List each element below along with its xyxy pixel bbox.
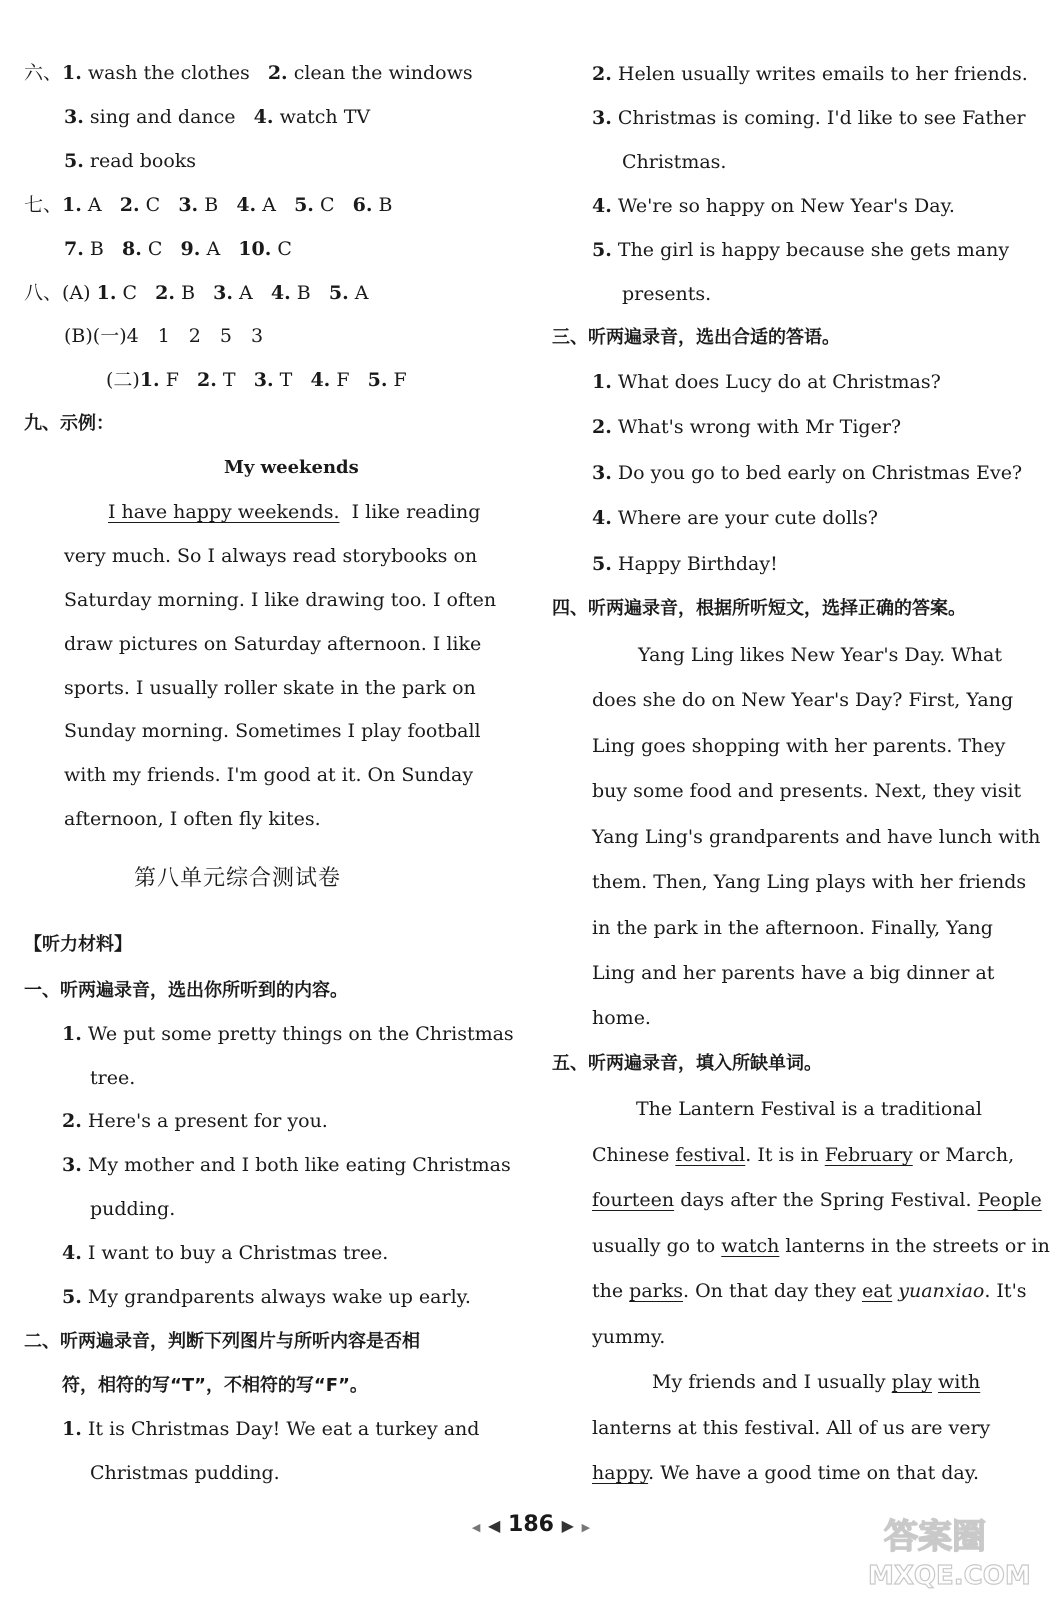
part-1-heading: 一、听两遍录音，选出你所听到的内容。: [24, 980, 348, 1001]
part-5-line-6: yummy.: [592, 1326, 666, 1348]
part-5-heading: 五、听两遍录音，填入所缺单词。: [552, 1053, 822, 1074]
part-3-heading: 三、听两遍录音，选出合适的答语。: [552, 327, 840, 348]
part-4-line-8: Ling and her parents have a big dinner at: [592, 962, 995, 984]
part-3-item-2: 2. What's wrong with Mr Tiger?: [592, 416, 902, 438]
fill-play: play: [891, 1371, 932, 1393]
part-5-line-3: fourteen days after the Spring Festival. People: [592, 1189, 1042, 1211]
part-3-item-3: 3. Do you go to bed early on Christmas Eve?: [592, 462, 1023, 484]
part-1-item-3-cont: pudding.: [90, 1198, 176, 1220]
essay-line-2: very much. So I always read storybooks on: [64, 545, 478, 567]
part-5-line-4: usually go to watch lanterns in the streets or in: [592, 1235, 1050, 1257]
part-4-line-6: them. Then, Yang Ling plays with her friends: [592, 871, 1027, 893]
section-8-part-b2: (二)1. F 2. T 3. T 4. F 5. F: [106, 369, 407, 391]
next-icon: ▶: [561, 1516, 574, 1535]
part-2-item-5-cont: presents.: [622, 283, 712, 305]
fill-festival: festival: [675, 1144, 746, 1166]
section-7-line-1: 七、1. A 2. C 3. B 4. A 5. C 6. B: [24, 194, 393, 216]
part-5-line-5: the parks. On that day they eat yuanxiao. It's: [592, 1280, 1027, 1302]
essay-line-8: afternoon, I often fly kites.: [64, 808, 321, 830]
fill-people: People: [977, 1189, 1042, 1211]
part-2-heading-2: 符，相符的写“T”，不相符的写“F”。: [62, 1375, 368, 1396]
part-4-line-2: does she do on New Year's Day? First, Yang: [592, 689, 1014, 711]
part-4-line-7: in the park in the afternoon. Finally, Yang: [592, 917, 993, 939]
part-5-line-1: The Lantern Festival is a traditional: [636, 1098, 982, 1120]
part-4-line-9: home.: [592, 1007, 651, 1029]
fill-eat: eat: [861, 1280, 893, 1302]
essay-line-3: Saturday morning. I like drawing too. I often: [64, 589, 497, 611]
fill-fourteen: fourteen: [592, 1189, 675, 1211]
part-1-item-4: 4. I want to buy a Christmas tree.: [62, 1242, 389, 1264]
essay-line-5: sports. I usually roller skate in the park on: [64, 677, 476, 699]
unit-title: 第八单元综合测试卷: [134, 866, 342, 891]
part-3-item-1: 1. What does Lucy do at Christmas?: [592, 371, 941, 393]
part-2-item-4: 4. We're so happy on New Year's Day.: [592, 195, 955, 217]
part-1-item-1: 1. We put some pretty things on the Christmas: [62, 1023, 514, 1045]
watermark-logo: [852, 1500, 1052, 1592]
fill-parks: parks: [629, 1280, 684, 1302]
page-number: 186: [508, 1512, 554, 1537]
section-8-part-b1: (B)(一)4 1 2 5 3: [64, 325, 264, 347]
section-6-line-3: 5. read books: [64, 150, 197, 172]
next-small-icon: ▶: [581, 1521, 591, 1534]
part-2-item-1: 1. It is Christmas Day! We eat a turkey and: [62, 1418, 480, 1440]
section-6-number: 六、: [24, 62, 63, 84]
watermark-text: MXQE.COM: [868, 1561, 1031, 1591]
part-3-item-5: 5. Happy Birthday!: [592, 553, 778, 575]
part-4-line-1: Yang Ling likes New Year's Day. What: [638, 644, 1002, 666]
part-2-item-1-cont: Christmas pudding.: [90, 1462, 280, 1484]
part-4-line-3: Ling goes shopping with her parents. They: [592, 735, 1006, 757]
essay-line-7: with my friends. I'm good at it. On Sunday: [64, 764, 474, 786]
part-2-item-5: 5. The girl is happy because she gets many: [592, 239, 1010, 261]
section-7-line-2: 7. B 8. C 9. A 10. C: [64, 238, 292, 260]
section-6-line-2: 3. sing and dance 4. watch TV: [64, 106, 371, 128]
part-5-line-2: Chinese festival. It is in February or March,: [592, 1144, 1015, 1166]
part-4-line-5: Yang Ling's grandparents and have lunch with: [592, 826, 1041, 848]
essay-title: My weekends: [224, 457, 359, 478]
part-1-item-2: 2. Here's a present for you.: [62, 1110, 328, 1132]
part-5-line-9: happy. We have a good time on that day.: [592, 1462, 979, 1484]
watermark-text-cn: 答案圈: [884, 1517, 986, 1557]
fill-february: February: [824, 1144, 913, 1166]
part-1-item-5: 5. My grandparents always wake up early.: [62, 1286, 471, 1308]
part-3-item-4: 4. Where are your cute dolls?: [592, 507, 878, 529]
part-2-item-2: 2. Helen usually writes emails to her friends.: [592, 63, 1028, 85]
essay-line-6: Sunday morning. Sometimes I play football: [64, 720, 481, 742]
section-8-part-a: 八、(A) 1. C 2. B 3. A 4. B 5. A: [24, 282, 369, 304]
fill-happy: happy: [592, 1462, 649, 1484]
part-5-line-7: My friends and I usually play with: [652, 1371, 981, 1393]
part-5-line-8: lanterns at this festival. All of us are very: [592, 1417, 991, 1439]
listening-label: 【听力材料】: [24, 934, 132, 955]
essay-line-4: draw pictures on Saturday afternoon. I like: [64, 633, 482, 655]
part-2-heading-1: 二、听两遍录音，判断下列图片与所听内容是否相: [24, 1331, 420, 1352]
part-4-line-4: buy some food and presents. Next, they visit: [592, 780, 1022, 802]
part-4-heading: 四、听两遍录音，根据所听短文，选择正确的答案。: [552, 598, 966, 619]
section-6-line-1: 六、1. wash the clothes 2. clean the windows: [24, 62, 473, 84]
essay-line-1: I have happy weekends. I like reading: [108, 501, 481, 523]
prev-icon: ◀: [488, 1516, 501, 1535]
part-1-item-1-cont: tree.: [90, 1067, 136, 1089]
fill-with: with: [938, 1371, 981, 1393]
prev-small-icon: ◀: [471, 1521, 481, 1534]
section-9-heading: 九、示例：: [24, 413, 114, 434]
part-2-item-3-cont: Christmas.: [622, 151, 727, 173]
fill-watch: watch: [721, 1235, 780, 1257]
part-2-item-3: 3. Christmas is coming. I'd like to see Father: [592, 107, 1026, 129]
part-1-item-3: 3. My mother and I both like eating Christmas: [62, 1154, 511, 1176]
